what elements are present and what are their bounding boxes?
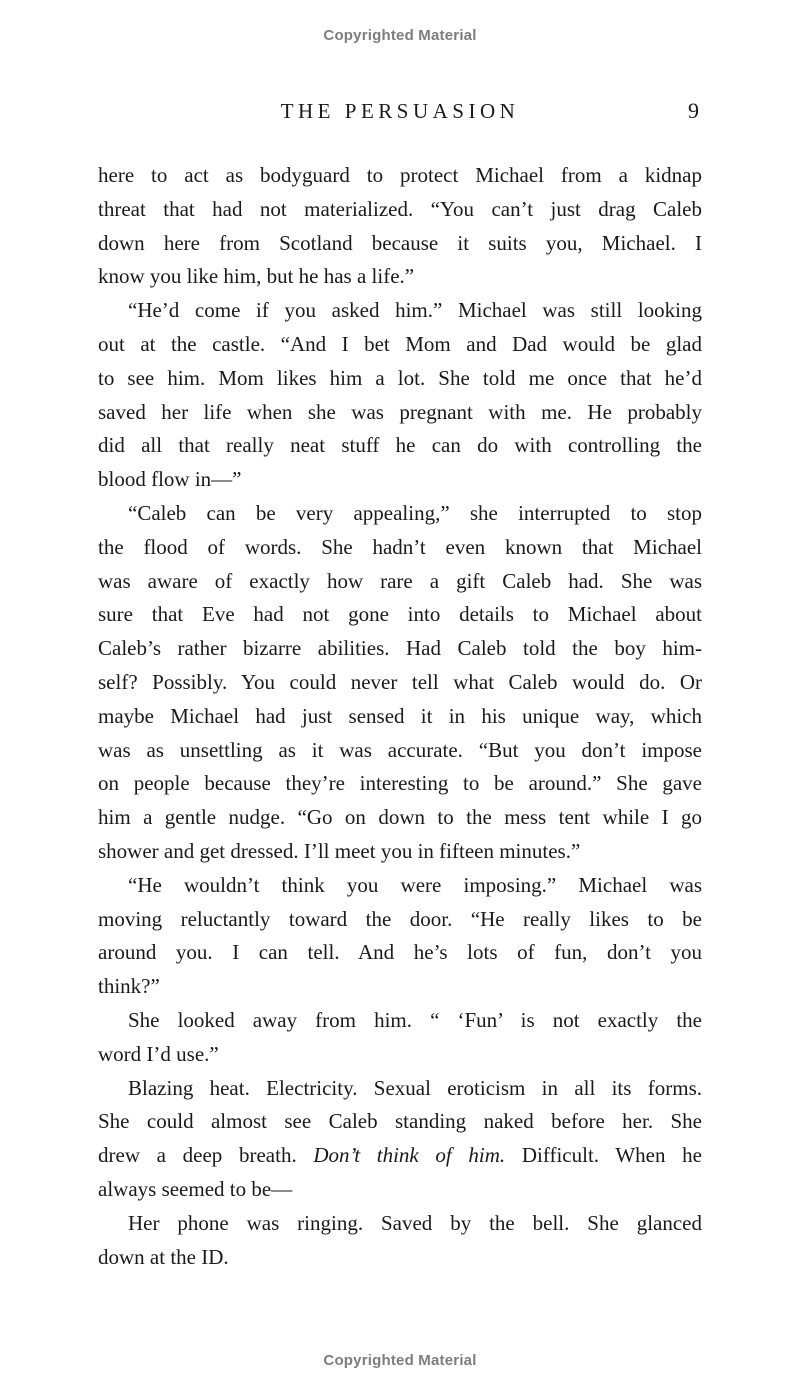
running-title: THE PERSUASION — [280, 99, 520, 123]
copyright-notice-bottom: Copyrighted Material — [323, 1352, 477, 1369]
text-line: threat that had not materialized. “You can’t just drag Caleb — [98, 196, 702, 221]
text-line: down at the ID. — [98, 1244, 229, 1269]
text-line: She looked away from him. “ ‘Fun’ is not exactly the — [128, 1007, 702, 1032]
text-line: drew a deep breath. Don’t think of him. Difficult. When he — [98, 1143, 702, 1168]
text-line: Caleb’s rather bizarre abilities. Had Caleb told the boy him- — [98, 636, 702, 661]
text-line: blood flow in—” — [98, 467, 242, 492]
text-line: him a gentle nudge. “Go on down to the mess tent while I go — [98, 805, 702, 830]
text-line: She could almost see Caleb standing naked before her. She — [98, 1109, 702, 1134]
text-line: on people because they’re interesting to be around.” She gave — [98, 771, 702, 796]
text-line: self? Possibly. You could never tell what Caleb would do. Or — [98, 669, 702, 694]
text-line: sure that Eve had not gone into details to Michael about — [98, 602, 702, 627]
page-number: 9 — [688, 98, 699, 123]
text-line: was aware of exactly how rare a gift Caleb had. She was — [98, 568, 702, 593]
text-line: shower and get dressed. I’ll meet you in fifteen minutes.” — [98, 838, 581, 863]
text-line: maybe Michael had just sensed it in his unique way, which — [98, 703, 702, 728]
text-line: think?” — [98, 974, 160, 999]
text-line: Her phone was ringing. Saved by the bell. She glanced — [128, 1210, 702, 1235]
text-line: to see him. Mom likes him a lot. She told me once that he’d — [98, 365, 702, 390]
text-line: around you. I can tell. And he’s lots of fun, don’t you — [98, 940, 702, 965]
text-line: “He’d come if you asked him.” Michael was still looking — [128, 298, 702, 323]
page-header — [98, 99, 702, 124]
text-line: was as unsettling as it was accurate. “But you don’t impose — [98, 737, 702, 762]
body-text — [98, 159, 702, 1274]
text-line: moving reluctantly toward the door. “He really likes to be — [98, 906, 702, 931]
copyright-notice-top: Copyrighted Material — [323, 27, 477, 44]
text-line: saved her life when she was pregnant with me. He probably — [98, 399, 702, 424]
text-line: Blazing heat. Electricity. Sexual eroticism in all its forms. — [128, 1075, 702, 1100]
text-line: “Caleb can be very appealing,” she interrupted to stop — [128, 500, 702, 525]
text-line: “He wouldn’t think you were imposing.” Michael was — [128, 872, 702, 897]
text-line: the flood of words. She hadn’t even known that Michael — [98, 534, 702, 559]
text-line: down here from Scotland because it suits you, Michael. I — [98, 230, 702, 255]
text-line: know you like him, but he has a life.” — [98, 264, 415, 289]
text-line: out at the castle. “And I bet Mom and Dad would be glad — [98, 331, 702, 356]
text-line: did all that really neat stuff he can do with controlling the — [98, 433, 702, 458]
text-line: word I’d use.” — [98, 1041, 219, 1066]
text-line: here to act as bodyguard to protect Michael from a kidnap — [98, 163, 702, 187]
text-line: always seemed to be— — [98, 1176, 293, 1201]
